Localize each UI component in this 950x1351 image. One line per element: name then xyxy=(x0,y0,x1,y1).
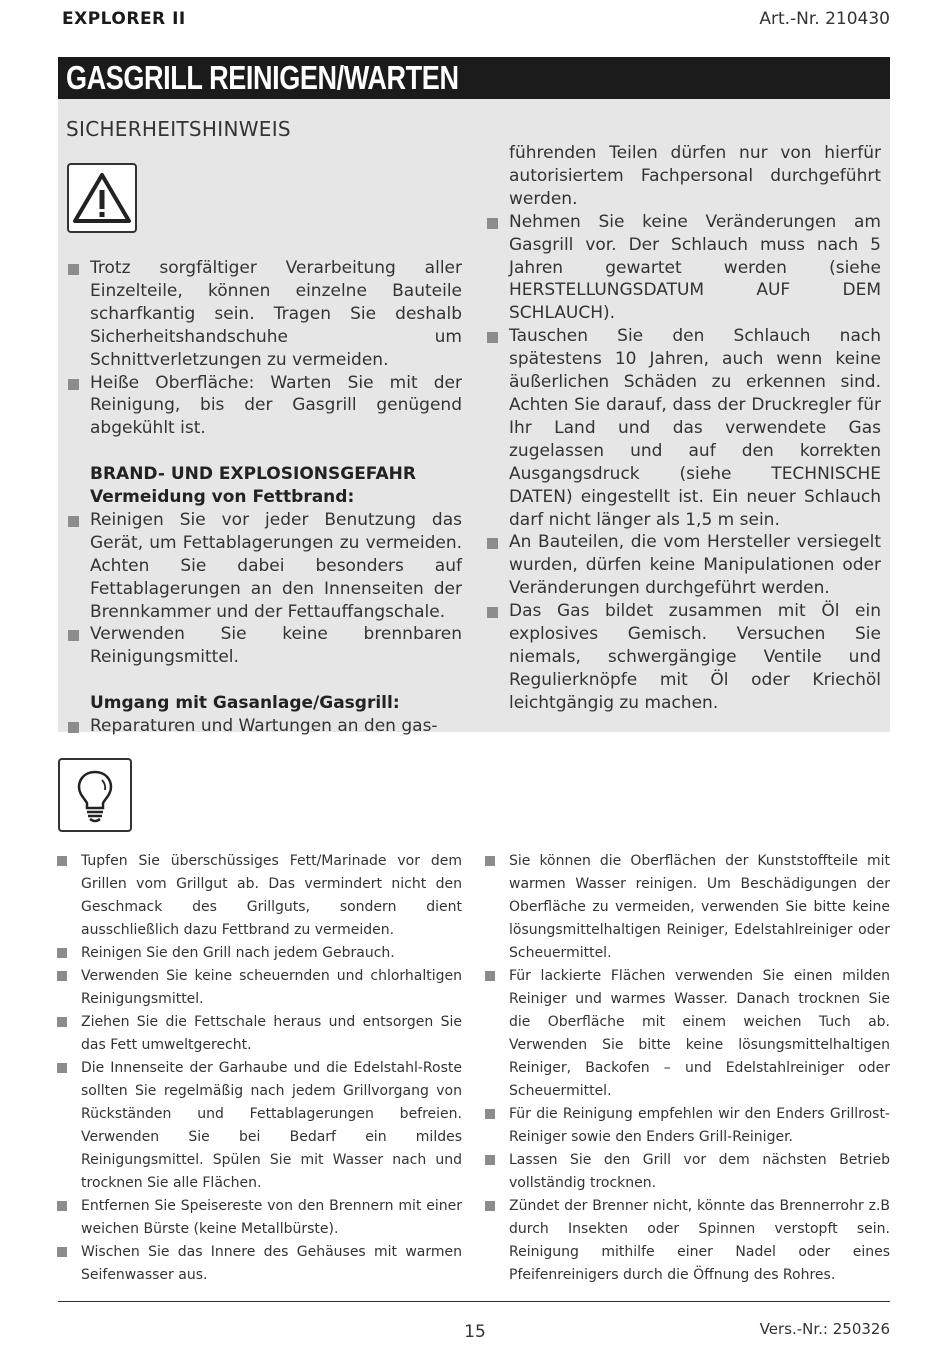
list-item xyxy=(485,1195,890,1287)
bullet xyxy=(485,1201,495,1211)
list-item-text: Lassen Sie den Grill vor dem nächsten Betrieb vollständig trocknen. xyxy=(509,1152,890,1191)
list-item xyxy=(485,211,881,326)
list-item-text: Heiße Oberfläche: Warten Sie mit der Reinigung, bis der Gasgrill genügend abgekühlt ist. xyxy=(90,372,462,439)
list-item-text: Ziehen Sie die Fettschale heraus und entsorgen Sie das Fett umweltgerecht. xyxy=(81,1014,462,1053)
list-item xyxy=(66,715,462,738)
bullet xyxy=(485,856,495,866)
bullet xyxy=(68,722,79,733)
list-item xyxy=(57,942,462,965)
list-item xyxy=(485,965,890,1103)
bullet xyxy=(68,379,79,390)
list-item xyxy=(485,850,890,965)
continuation-text: führenden Teilen dürfen nur von hierfür autorisiertem Fachpersonal durchgeführt werden. xyxy=(509,143,881,209)
list-item xyxy=(66,372,462,441)
bullet xyxy=(57,1247,67,1257)
title-bar xyxy=(58,57,890,99)
list-item xyxy=(485,531,881,600)
bullet xyxy=(57,948,67,958)
list-item xyxy=(57,1241,462,1287)
list-item xyxy=(57,850,462,942)
footer-divider xyxy=(58,1301,890,1302)
bullet xyxy=(487,538,498,549)
bullet xyxy=(485,1155,495,1165)
bullet xyxy=(485,971,495,981)
safety-left-column xyxy=(66,257,462,738)
tips-left-column xyxy=(57,850,462,1287)
bullet xyxy=(57,1201,67,1211)
bullet xyxy=(68,264,79,275)
safety-heading: SICHERHEITSHINWEIS xyxy=(66,117,291,141)
list-item xyxy=(57,1011,462,1057)
list-item xyxy=(57,1057,462,1195)
list-item-text: Verwenden Sie keine scheuernden und chlorhaltigen Reinigungsmittel. xyxy=(81,968,462,1007)
model-name: EXPLORER II xyxy=(62,9,186,29)
gas-subheading: Umgang mit Gasanlage/Gasgrill: xyxy=(90,693,400,714)
list-item xyxy=(57,965,462,1011)
list-item-text: Das Gas bildet zusammen mit Öl ein explosives Gemisch. Versuchen Sie niemals, schwergängige Ventile und Regulierknöpfe mit Öl oder Kriechöl leichtgängig zu machen. xyxy=(509,601,881,713)
bullet xyxy=(68,630,79,641)
list-item-text: Für die Reinigung empfehlen wir den Enders Grillrost-Reiniger sowie den Enders Grill-Reiniger. xyxy=(509,1106,890,1145)
lightbulb-icon xyxy=(58,758,132,832)
list-item xyxy=(57,1195,462,1241)
bullet xyxy=(57,1063,67,1073)
list-item-text: Nehmen Sie keine Veränderungen am Gasgrill vor. Der Schlauch muss nach 5 Jahren gewartet werden (siehe HERSTELLUNGSDATUM AUF DEM SCHLAUCH). xyxy=(509,211,881,324)
fat-subheading: Vermeidung von Fettbrand: xyxy=(90,487,355,508)
warning-triangle-icon xyxy=(67,163,137,233)
page-title: GASGRILL REINIGEN/WARTEN xyxy=(66,59,459,96)
version-number: Vers.-Nr.: 250326 xyxy=(759,1320,890,1338)
list-item xyxy=(485,600,881,715)
list-item xyxy=(66,623,462,669)
article-number: Art.-Nr. 210430 xyxy=(759,9,890,29)
list-item xyxy=(66,509,462,624)
page-number: 15 xyxy=(464,1322,486,1342)
list-item xyxy=(66,257,462,372)
list-item-text: Tupfen Sie überschüssiges Fett/Marinade vor dem Grillen vom Grillgut ab. Das vermindert nicht den Geschmack des Grillguts, sondern dient ausschließlich dazu Fettbrand zu vermeiden. xyxy=(81,853,462,938)
bullet xyxy=(485,1109,495,1119)
list-item-text: Wischen Sie das Innere des Gehäuses mit warmen Seifenwasser aus. xyxy=(81,1244,462,1283)
list-item-text: Trotz sorgfältiger Verarbeitung aller Einzelteile, können einzelne Bauteile scharfkantig sein. Tragen Sie deshalb Sicherheitshandschuhe um Schnittverletzungen zu vermeiden. xyxy=(90,258,462,370)
bullet xyxy=(57,1017,67,1027)
list-item-text: Verwenden Sie keine brennbaren Reinigungsmittel. xyxy=(90,624,462,668)
list-item-text: Zündet der Brenner nicht, könnte das Brennerrohr z.B durch Insekten oder Spinnen verstopft sein. Reinigung mithilfe einer Nadel oder eines Pfeifenreinigers durch die Öffnung des Rohres. xyxy=(509,1198,890,1283)
bullet xyxy=(57,971,67,981)
list-item-text: Reinigen Sie den Grill nach jedem Gebrauch. xyxy=(81,945,395,961)
bullet xyxy=(487,332,498,343)
list-item xyxy=(485,1103,890,1149)
safety-right-column xyxy=(485,142,881,715)
list-item-text: Tauschen Sie den Schlauch nach spätestens 10 Jahren, auch wenn keine äußerlichen Schäden zu erkennen sind. Achten Sie darauf, dass der Druckregler für Ihr Land und das verwendete Gas zugelassen und auf den korrekten Ausgangsdruck (siehe TECHNISCHE DATEN) eingestellt ist. Ein neuer Schlauch darf nicht länger als 1,5 m sein. xyxy=(509,326,881,530)
list-item xyxy=(485,1149,890,1195)
bullet xyxy=(487,218,498,229)
tips-right-column xyxy=(485,850,890,1287)
list-item-text: An Bauteilen, die vom Hersteller versiegelt wurden, dürfen keine Manipulationen oder Veränderungen durchgeführt werden. xyxy=(509,532,881,599)
list-item-text: Reinigen Sie vor jeder Benutzung das Gerät, um Fettablagerungen zu vermeiden. Achten Sie dabei besonders auf Fettablagerungen an den Innenseiten der Brennkammer und der Fettauffangschale. xyxy=(90,509,462,622)
list-item-text: Reparaturen und Wartungen an den gas- xyxy=(90,716,438,737)
bullet xyxy=(487,607,498,618)
list-item-text: Entfernen Sie Speisereste von den Brennern mit einer weichen Bürste (keine Metallbürste). xyxy=(81,1198,462,1237)
list-item xyxy=(485,325,881,531)
bullet xyxy=(68,516,79,527)
bullet xyxy=(57,856,67,866)
list-item-text: Sie können die Oberflächen der Kunststoffteile mit warmen Wasser reinigen. Um Beschädigungen der Oberfläche zu vermeiden, verwenden Sie bitte keine lösungsmittelhaltigen Reiniger, Edelstahlreiniger oder Scheuermittel. xyxy=(509,853,890,961)
list-item-text: Für lackierte Flächen verwenden Sie einen milden Reiniger und warmes Wasser. Danach trocknen Sie die Oberfläche mit einem weichen Tuch ab. Verwenden Sie bitte keine lösungsmittelhaltigen Reiniger, Backofen – und Edelstahlreiniger oder Scheuermittel. xyxy=(509,968,890,1099)
fire-heading: BRAND- UND EXPLOSIONSGEFAHR xyxy=(90,464,416,485)
list-item-text: Die Innenseite der Garhaube und die Edelstahl-Roste sollten Sie regelmäßig nach jedem Grillvorgang von Rückständen und Fettablagerungen befreien. Verwenden Sie bei Bedarf ein mildes Reinigungsmittel. Spülen Sie mit Wasser nach und trocknen Sie alle Flächen. xyxy=(81,1060,462,1191)
